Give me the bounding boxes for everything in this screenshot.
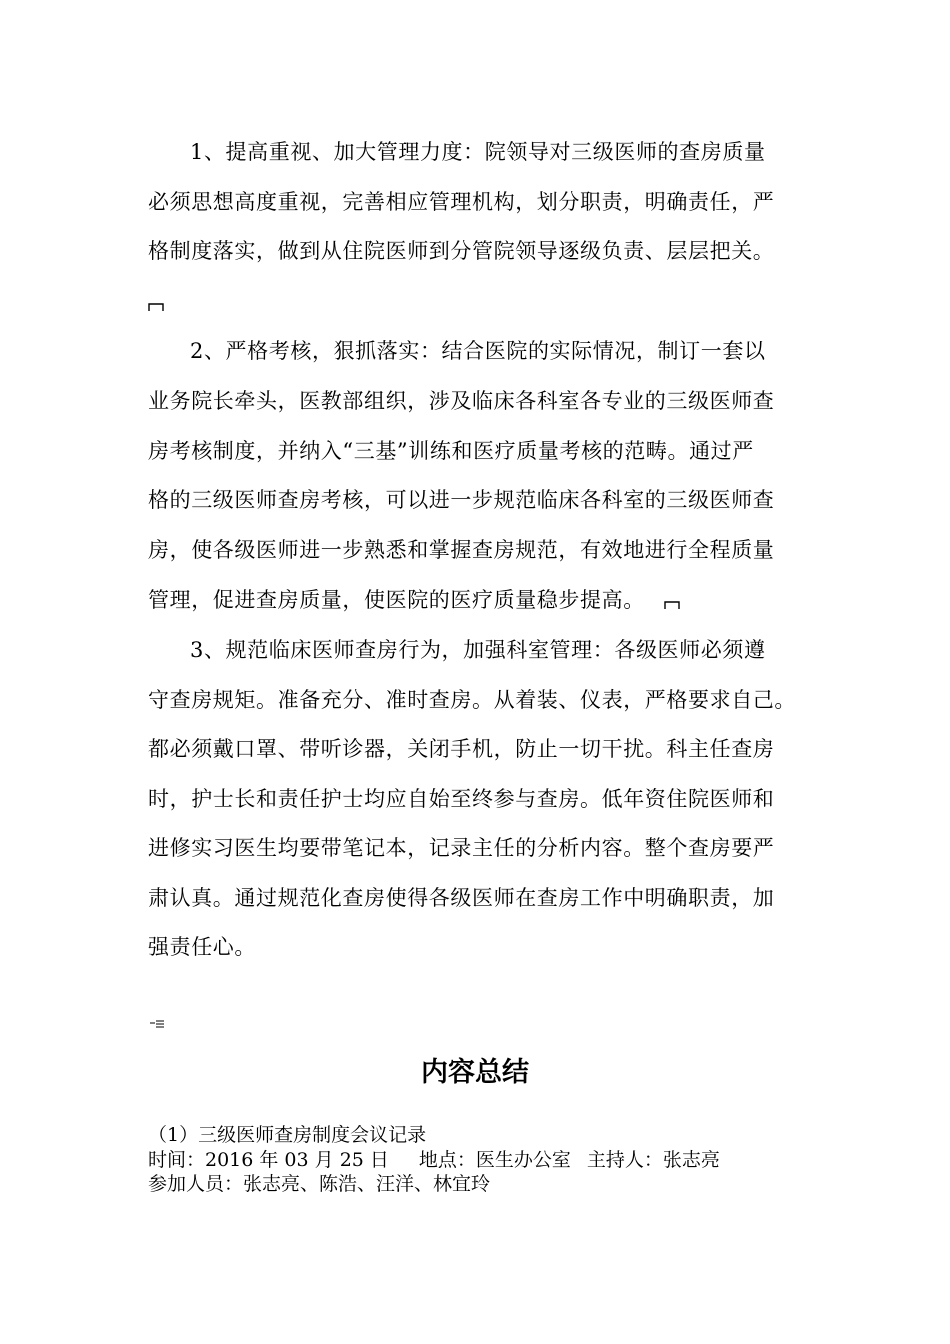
paragraph-1-line-2: 必须思想高度重视，完善相应管理机构，划分职责，明确责任，严 (148, 190, 775, 214)
meeting-attendees: 参加人员：张志亮、陈浩、汪洋、林宜玲 (148, 1173, 491, 1195)
paragraph-3-line-4: 时，护士长和责任护士均应自始至终参与查房。低年资住院医师和 (148, 787, 775, 811)
meeting-time: 时间：2016 年 03 月 25 日 (148, 1149, 389, 1171)
paragraph-3-line-5: 进修实习医生均要带笔记本，记录主任的分析内容。整个查房要严 (148, 836, 775, 860)
summary-meta-row (148, 1148, 720, 1172)
summary-title: 内容总结 (421, 1057, 529, 1088)
paragraph-mark-icon (148, 302, 164, 312)
summary-item-line: （1）三级医师查房制度会议记录 (148, 1124, 427, 1146)
paragraph-2-line-5: 房，使各级医师进一步熟悉和掌握查房规范，有效地进行全程质量 (148, 538, 775, 562)
paragraph-2-line-1: 2、严格考核，狠抓落实：结合医院的实际情况，制订一套以 (190, 339, 766, 363)
paragraph-1-line-3: 格制度落实，做到从住院医师到分管院领导逐级负责、层层把关。 (148, 239, 775, 263)
paragraph-3-line-3: 都必须戴口罩、带听诊器，关闭手机，防止一切干扰。科主任查房 (148, 737, 775, 761)
paragraph-3-line-7: 强责任心。 (148, 935, 256, 959)
paragraph-3-line-1: 3、规范临床医师查房行为，加强科室管理：各级医师必须遵 (190, 638, 766, 662)
paragraph-1-line-1: 1、提高重视、加大管理力度：院领导对三级医师的查房质量 (190, 140, 766, 164)
meeting-host: 主持人：张志亮 (586, 1149, 720, 1171)
section-break-icon (150, 1020, 164, 1028)
paragraph-2-line-3: 房考核制度，并纳入“三基”训练和医疗质量考核的范畴。通过严 (148, 439, 754, 463)
paragraph-2-line-2: 业务院长牵头，医教部组织，涉及临床各科室各专业的三级医师查 (148, 389, 775, 413)
paragraph-3-line-6: 肃认真。通过规范化查房使得各级医师在查房工作中明确职责，加 (148, 886, 775, 910)
paragraph-2-line-4: 格的三级医师查房考核，可以进一步规范临床各科室的三级医师查 (148, 488, 775, 512)
paragraph-2-line-6: 管理，促进查房质量，使医院的医疗质量稳步提高。 (148, 588, 645, 612)
paragraph-3-line-2: 守查房规矩。准备充分、准时查房。从着装、仪表，严格要求自己。 (148, 688, 796, 712)
meeting-place: 地点：医生办公室 (418, 1149, 571, 1171)
paragraph-mark-icon (664, 600, 680, 610)
